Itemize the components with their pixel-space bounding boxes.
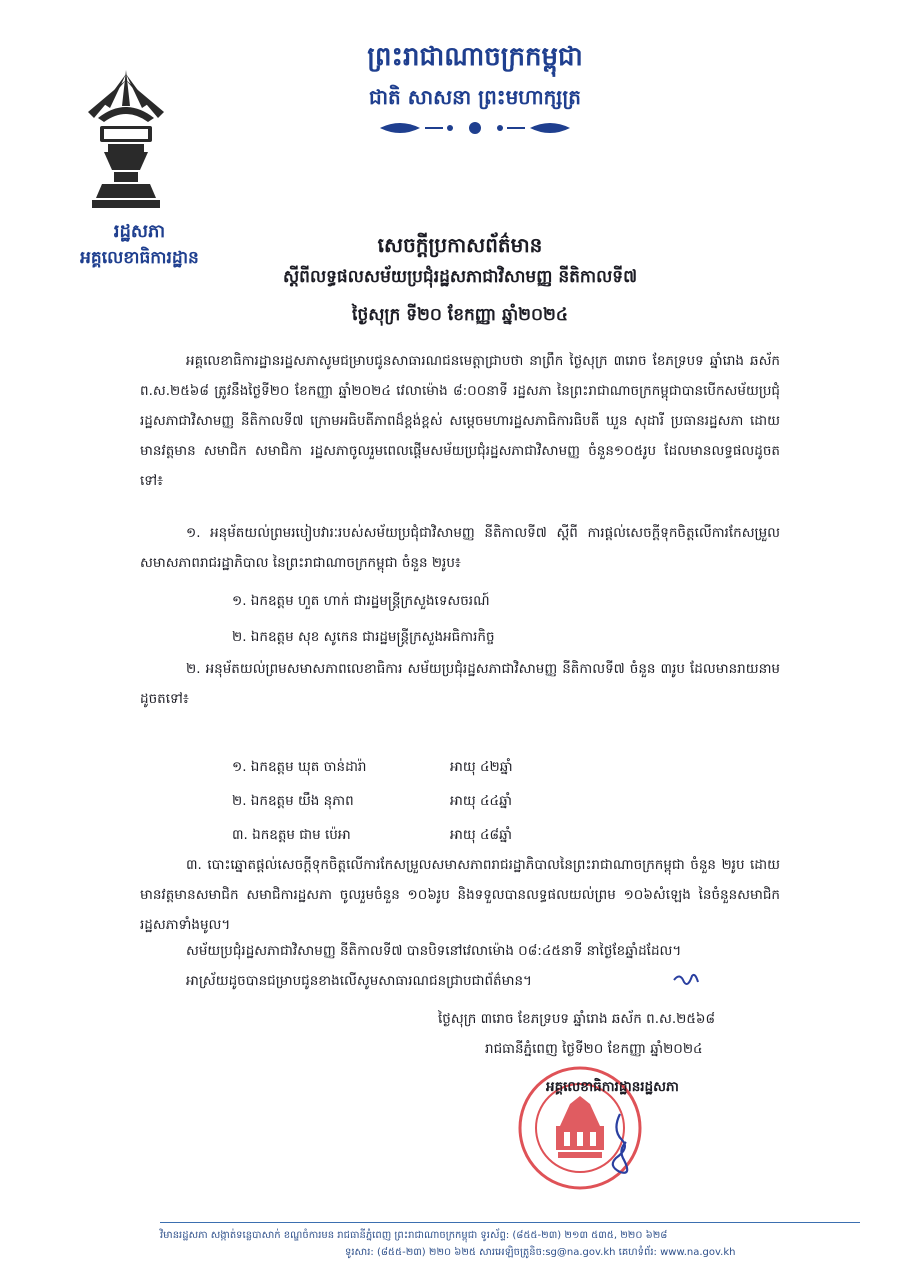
secretary-member-row [232, 786, 632, 816]
document-date: ថ្ងៃសុក្រ ទី២០ ខែកញ្ញា ឆ្នាំ២០២៤ [352, 305, 568, 325]
point1-item: ២. ឯកឧត្តម សុខ សូកេន ជារដ្ឋមន្ត្រីក្រសួងអធិការកិច្ច [232, 629, 495, 645]
member-name: ៣. ឯកឧត្តម ជាម ប៉េអា [232, 827, 351, 843]
signer-title: អគ្គលេខាធិការដ្ឋានរដ្ឋសភា [546, 1079, 679, 1095]
kingdom-heading: ព្រះរាជាណាចក្រកម្ពុជា [367, 42, 583, 72]
member-name: ២. ឯកឧត្តម យឹង នុភាព [232, 793, 354, 809]
closing-paragraph-2: អាស្រ័យដូចបានជម្រាបជូនខាងលើសូមសាធារណជនជ្រាបជាព័ត៌មាន។ [186, 973, 532, 989]
parliament-emblem-icon [78, 66, 174, 212]
ministry-line2: អគ្គលេខាធិការដ្ឋាន [80, 248, 199, 268]
point1-item: ១. ឯកឧត្តម ហួត ហាក់ ជារដ្ឋមន្ត្រីក្រសួងទេសចរណ៍ [232, 593, 490, 609]
document-title: សេចក្តីប្រកាសព័ត៌មាន [377, 233, 543, 257]
member-age: អាយុ ៤៨ឆ្នាំ [450, 827, 512, 843]
tacteing-ornament-icon [370, 118, 580, 138]
footer-contact-line: ទូរសារ: (៨៥៥-២៣) ២២០ ៦២៥ សារអេឡិចត្រូនិច:sg@na.gov.kh គេហទំព័រ: www.na.gov.kh [345, 1247, 736, 1258]
footer-divider [160, 1222, 860, 1223]
point2-paragraph: ២. អនុម័តយល់ព្រមសមាសភាពលេខាធិការ សម័យប្រជុំរដ្ឋសភាជាវិសាមញ្ញ នីតិកាលទី៧ ចំនួន ៣រូប ដែលមានរាយនាមដូចតទៅ៖ [140, 661, 780, 707]
footer-address-line: វិមានរដ្ឋសភា សង្កាត់ទន្លេបាសាក់ ខណ្ឌចំការមន រាជធានីភ្នំពេញ ព្រះរាជាណាចក្រកម្ពុជា ទូរស័ព្ទ: (៨៥៥-២៣) ២១៣ ៥៣៥, ២២០ ៦២៨ [160, 1230, 668, 1241]
place-date-line: រាជធានីភ្នំពេញ ថ្ងៃទី២០ ខែកញ្ញា ឆ្នាំ២០២៤ [485, 1041, 703, 1057]
point1-paragraph: ១. អនុម័តយល់ព្រមរបៀបវារៈរបស់សម័យប្រជុំជាវិសាមញ្ញ នីតិកាលទី៧ ស្តីពី ការផ្តល់សេចក្តីទុកចិត្តលើការកែសម្រួលសមាសភាពរាជរដ្ឋាភិបាល នៃព្រះរាជាណាចក្រកម្ពុជា ចំនួន ២រូប៖ [140, 525, 780, 571]
document-subject: ស្តីពីលទ្ធផលសម័យប្រជុំរដ្ឋសភាជាវិសាមញ្ញ នីតិកាលទី៧ [282, 267, 638, 287]
handwritten-signature-icon [590, 1110, 650, 1180]
ministry-line1: រដ្ឋសភា [113, 221, 166, 242]
handwritten-initial-icon [672, 970, 700, 990]
secretary-member-row [232, 752, 632, 782]
motto-heading: ជាតិ សាសនា ព្រះមហាក្សត្រ [369, 85, 581, 109]
member-age: អាយុ ៤៤ឆ្នាំ [450, 793, 512, 809]
point3-paragraph: ៣. បោះឆ្នោតផ្តល់សេចក្តីទុកចិត្តលើការកែសម្រួលសមាសភាពរាជរដ្ឋាភិបាលនៃព្រះរាជាណាចក្រកម្ពុជា ចំនួន ២រូប ដោយមានវត្តមានសមាជិក សមាជិការដ្ឋសភា ចូលរួមចំនួន ១០៦រូប និងទទួលបានលទ្ធផលយល់ព្រម ១០៦សំឡេង នៃចំនួនសមាជិករដ្ឋសភាទាំងមូល។ [140, 857, 780, 933]
lunar-date-line: ថ្ងៃសុក្រ ៣រោច ខែភទ្របទ ឆ្នាំរោង ឆស័ក ព.ស.២៥៦៨ [438, 1011, 716, 1027]
secretary-member-row [232, 820, 632, 850]
member-age: អាយុ ៤២ឆ្នាំ [450, 759, 513, 775]
closing-paragraph-1: សម័យប្រជុំរដ្ឋសភាជាវិសាមញ្ញ នីតិកាលទី៧ បានបិទនៅវេលាម៉ោង ០៨:៤៥នាទី នាថ្ងៃខែឆ្នាំដដែល។ [186, 943, 682, 959]
member-name: ១. ឯកឧត្តម ឃុត ចាន់ដារ៉ា [232, 759, 367, 775]
intro-paragraph: អគ្គលេខាធិការដ្ឋានរដ្ឋសភាសូមជម្រាបជូនសាធារណជនមេត្តាជ្រាបថា នាព្រឹក ថ្ងៃសុក្រ ៣រោច ខែភទ្របទ ឆ្នាំរោង ឆស័ក ព.ស.២៥៦៨ ត្រូវនឹងថ្ងៃទី២០ ខែកញ្ញា ឆ្នាំ២០២៤ វេលាម៉ោង ៨:០០នាទី រដ្ឋសភា នៃព្រះរាជាណាចក្រកម្ពុជាបានបើកសម័យប្រជុំរដ្ឋសភាជាវិសាមញ្ញ នីតិកាលទី៧ ក្រោមអធិបតីភាពដ៏ខ្ពង់ខ្ពស់ សម្តេចមហារដ្ឋសភាធិការធិបតី ឃួន សុដារី ប្រធានរដ្ឋសភា ដោយមានវត្តមាន សមាជិក សមាជិកា រដ្ឋសភាចូលរួមពេលផ្តើមសម័យប្រជុំរដ្ឋសភាជាវិសាមញ្ញ ចំនួន១០៥រូប ដែលមានលទ្ធផលដូចតទៅ៖ [140, 353, 780, 489]
